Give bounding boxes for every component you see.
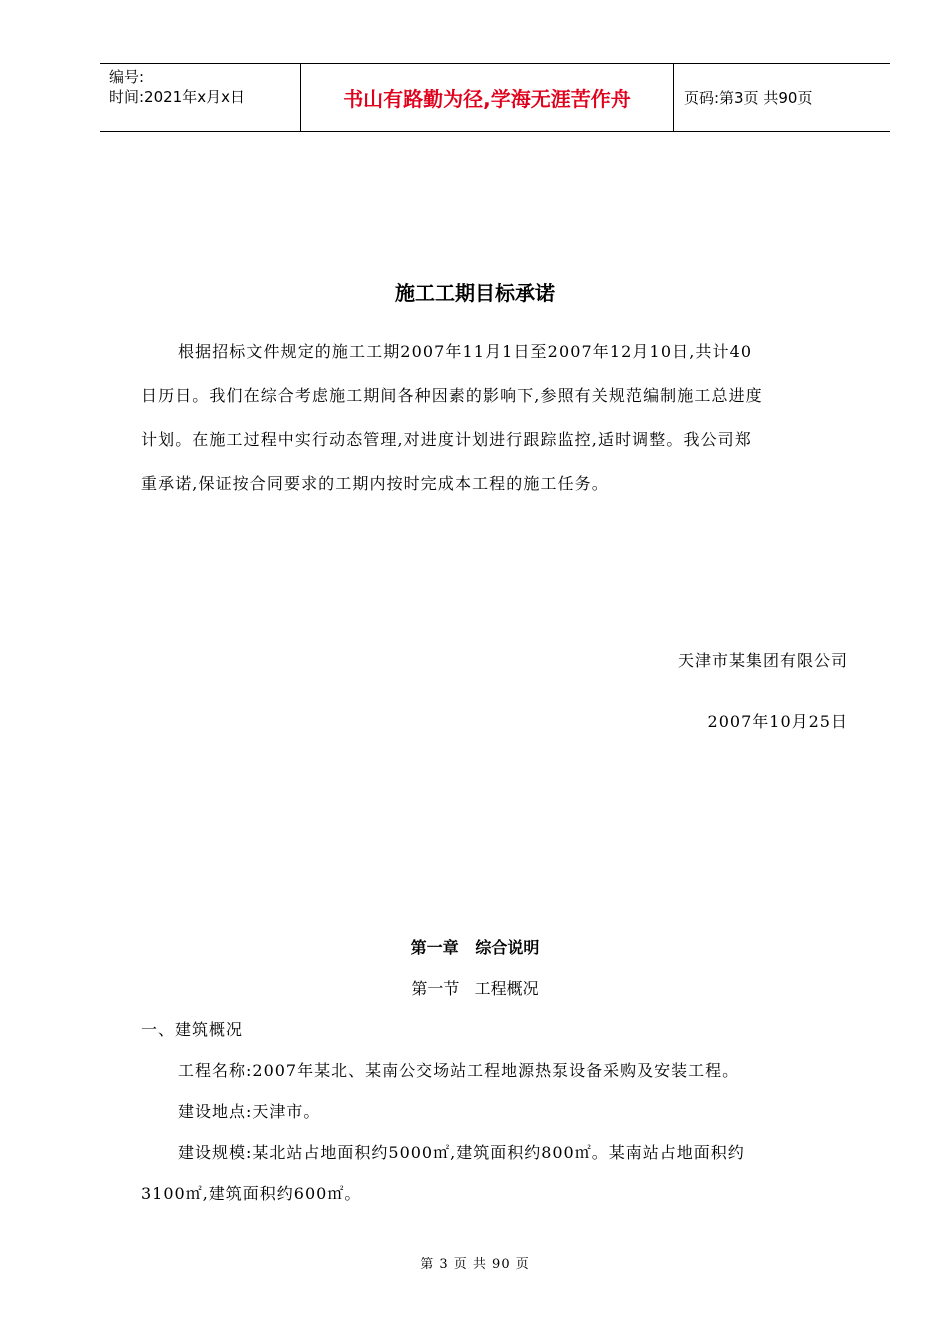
page-header [100, 63, 890, 132]
construction-scale-line-1: 建设规模:某北站占地面积约5000㎡,建筑面积约800㎡。某南站占地面积约 [178, 1143, 745, 1162]
commitment-line-2: 日历日。我们在综合考虑施工期间各种因素的影响下,参照有关规范编制施工总进度 [141, 386, 763, 405]
header-number-label: 编号: [109, 68, 145, 86]
signature-date: 2007年10月25日 [707, 712, 848, 731]
construction-location: 建设地点:天津市。 [178, 1102, 321, 1121]
header-meta [100, 64, 301, 131]
commitment-line-3: 计划。在施工过程中实行动态管理,对进度计划进行跟踪监控,适时调整。我公司郑 [141, 430, 752, 449]
commitment-line-4: 重承诺,保证按合同要求的工期内按时完成本工程的施工任务。 [141, 474, 609, 493]
commitment-line-1: 根据招标文件规定的施工工期2007年11月1日至2007年12月10日,共计40 [178, 342, 753, 361]
commitment-paragraph [141, 330, 853, 506]
section-title: 第一节 工程概况 [411, 979, 539, 998]
company-signature: 天津市某集团有限公司 [677, 651, 848, 670]
header-motto: 书山有路勤为径,学海无涯苦作舟 [301, 64, 674, 131]
construction-scale-line-2: 3100㎡,建筑面积约600㎡。 [141, 1184, 362, 1203]
project-name: 工程名称:2007年某北、某南公交场站工程地源热泵设备采购及安装工程。 [178, 1061, 740, 1080]
header-time-label: 时间:2021年x月x日 [109, 88, 245, 106]
header-page-info: 页码:第3页 共90页 [684, 89, 813, 107]
item-heading: 一、建筑概况 [141, 1020, 244, 1039]
commitment-title: 施工工期目标承诺 [395, 281, 555, 305]
page-footer: 第 3 页 共 90 页 [420, 1257, 530, 1272]
chapter-title: 第一章 综合说明 [410, 938, 540, 957]
